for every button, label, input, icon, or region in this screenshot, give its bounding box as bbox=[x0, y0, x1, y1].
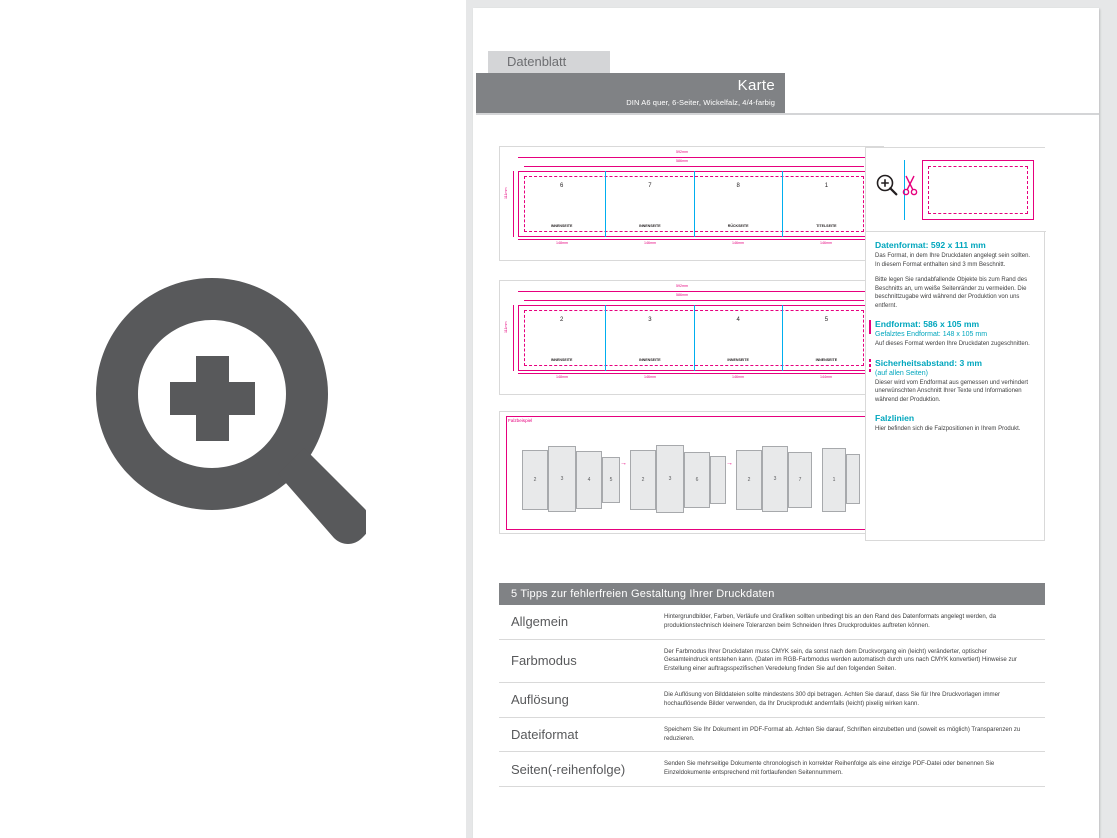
tips-row-text: Die Auflösung von Bilddateien sollte mindestens 300 dpi betragen. Achten Sie darauf, dass Sie für Ihre Druckvorlagen immer hochauflösende Bilder verwenden, da Ihr Druckprodukt andernfalls (leicht) pixelig wirken kann. bbox=[664, 683, 1045, 718]
info-heading: Datenformat: 592 x 111 mm bbox=[875, 240, 986, 250]
scissors-icon bbox=[902, 174, 918, 196]
panel bbox=[605, 305, 693, 371]
info-paragraph: Auf dieses Format werden Ihre Druckdaten zugeschnitten. bbox=[875, 341, 1030, 348]
title-band bbox=[476, 73, 785, 113]
panel-widths-bottom bbox=[518, 375, 870, 383]
panel bbox=[518, 171, 605, 237]
table-row bbox=[499, 717, 1045, 752]
info-heading: Falzlinien bbox=[875, 413, 915, 424]
fold-panel bbox=[846, 454, 860, 504]
panel-caption: INNENSEITE bbox=[815, 358, 838, 362]
tips-row-key: Seiten(-reihenfolge) bbox=[499, 752, 664, 787]
fold-panel: 2 bbox=[736, 450, 762, 510]
tips-row-text: Hintergrundbilder, Farben, Verläufe und Grafiken sollten unbedingt bis an den Rand des Datenformats angelegt werden, da produktionstechnisch kleinere Toleranzen beim Schneiden Ihres Druckproduktes auftreten können. bbox=[664, 605, 1045, 639]
table-row bbox=[499, 605, 1045, 639]
page-title: Karte bbox=[737, 77, 775, 94]
tips-row-key: Allgemein bbox=[499, 605, 664, 639]
dim-height-bottom: 111mm bbox=[504, 321, 508, 333]
panel-width: 146mm bbox=[644, 375, 656, 379]
info-text-body bbox=[875, 240, 1036, 443]
fold-panel: 4 bbox=[576, 451, 602, 509]
fold-panel: 3 bbox=[656, 445, 684, 513]
table-row bbox=[499, 683, 1045, 718]
panel-width: 146mm bbox=[732, 375, 744, 379]
panel-number: 8 bbox=[736, 183, 740, 189]
panel-caption: INNENSEITE bbox=[639, 358, 661, 362]
datasheet bbox=[473, 8, 1099, 838]
info-block-endformat bbox=[875, 319, 1036, 349]
fold-panel: 6 bbox=[684, 452, 710, 508]
panel-width: 146mm bbox=[820, 241, 832, 245]
info-heading: Sicherheitsabstand: 3 mm bbox=[875, 357, 982, 368]
panel-caption: RÜCKSEITE bbox=[727, 224, 749, 228]
dim-width-outer-bottom: 592mm bbox=[676, 284, 688, 288]
panel-caption: INNENSEITE bbox=[550, 224, 573, 228]
fold-panel: 7 bbox=[788, 452, 812, 508]
panel-caption: INNENSEITE bbox=[639, 224, 661, 228]
panel-width: 146mm bbox=[732, 241, 744, 245]
tab-datenblatt[interactable]: Datenblatt bbox=[488, 51, 610, 73]
info-block-sicherheitsabstand bbox=[875, 358, 1036, 405]
table-row bbox=[499, 639, 1045, 682]
panel-width: 146mm bbox=[644, 241, 656, 245]
panel bbox=[605, 171, 693, 237]
panel-caption: TITELSEITE bbox=[816, 224, 837, 228]
tips-row-key: Farbmodus bbox=[499, 639, 664, 682]
info-paragraph: Hier befinden sich die Falzpositionen in Ihrem Produkt. bbox=[875, 426, 1021, 433]
layout-diagram-top bbox=[499, 146, 884, 261]
info-thumbnail bbox=[866, 148, 1046, 232]
info-block-falzlinien bbox=[875, 413, 1036, 434]
magnifier-artwork bbox=[0, 0, 466, 838]
dim-width-outer-top: 592mm bbox=[676, 150, 688, 154]
fold-panel: 5 bbox=[602, 457, 620, 503]
fold-panel: 2 bbox=[630, 450, 656, 510]
header-divider bbox=[476, 113, 1099, 115]
info-subheading: Gefalztes Endformat: 148 x 105 mm bbox=[875, 331, 988, 339]
magnifier-plus-icon bbox=[96, 278, 366, 558]
panel-number: 1 bbox=[824, 183, 829, 189]
fold-panel: 2 bbox=[522, 450, 548, 510]
panel bbox=[782, 305, 870, 371]
info-subheading: (auf allen Seiten) bbox=[875, 369, 928, 377]
table-row bbox=[499, 752, 1045, 787]
fold-example-title: Falzbeispiel bbox=[508, 418, 533, 423]
panel-caption: INNENSEITE bbox=[550, 358, 573, 362]
info-paragraph: Bitte legen Sie randabfallende Objekte bis zum Rand des Beschnitts an, um weiße Seitenränder zu vermeiden. Die beschnittzugabe wird während der Produktion von uns entfernt. bbox=[875, 277, 1028, 309]
fold-panel: 3 bbox=[548, 446, 576, 512]
fold-arrow-icon: → bbox=[620, 460, 627, 467]
panel bbox=[694, 305, 782, 371]
info-panel bbox=[865, 147, 1045, 541]
panel-caption: INNENSEITE bbox=[727, 358, 749, 362]
panel bbox=[782, 171, 870, 237]
fold-arrow-icon: → bbox=[726, 460, 733, 467]
dim-height-top: 111mm bbox=[504, 187, 508, 199]
info-paragraph: Das Format, in dem Ihre Druckdaten angelegt sein sollten. In diesem Format enthalten sind 3 mm Beschnitt. bbox=[875, 253, 1031, 268]
tips-row-key: Dateiformat bbox=[499, 717, 664, 752]
panel-number: 5 bbox=[824, 317, 829, 323]
tips-row-key: Auflösung bbox=[499, 683, 664, 718]
fold-panel: 3 bbox=[762, 446, 788, 512]
mini-page-frame bbox=[922, 160, 1034, 220]
dim-width-inner-bottom: 586mm bbox=[676, 293, 688, 297]
fold-panel: 1 bbox=[822, 448, 846, 512]
dim-width-inner-top: 586mm bbox=[676, 159, 688, 163]
panel-width: 144mm bbox=[820, 375, 832, 379]
fold-panel bbox=[710, 456, 726, 504]
panel-width: 148mm bbox=[556, 241, 568, 245]
info-paragraph: Dieser wird vom Endformat aus gemessen und verhindert unerwünschten Anschnitt Ihrer Texte und Informationen während der Produktion. bbox=[875, 379, 1029, 403]
fold-example-diagram bbox=[499, 411, 884, 534]
tips-row-text: Der Farbmodus Ihrer Druckdaten muss CMYK sein, da sonst nach dem Druckvorgang ein (leicht) veränderter, optischer Gesamteindruck entstehen kann. (Daten im RGB-Farbmodus werden automatisch durch uns nach CMYK konvertiert) Hinweise zur Erstellung einer auftragsspezifischen Veredelung finden Sie auf den folgenden Seiten. bbox=[664, 639, 1045, 682]
tips-section bbox=[499, 583, 1045, 787]
page-subtitle: DIN A6 quer, 6-Seiter, Wickelfalz, 4/4-farbig bbox=[626, 98, 775, 107]
panel bbox=[694, 171, 782, 237]
tips-table bbox=[499, 605, 1045, 787]
panel-width: 148mm bbox=[556, 375, 568, 379]
info-block-datenformat bbox=[875, 240, 1036, 310]
panel-number: 3 bbox=[648, 317, 652, 323]
document-page-background bbox=[466, 0, 1117, 838]
panel-number: 2 bbox=[559, 317, 564, 323]
panel-number: 4 bbox=[736, 317, 740, 323]
tips-row-text: Senden Sie mehrseitige Dokumente chronologisch in korrekter Reihenfolge als eine einzige PDF-Datei oder benennen Sie Einzeldokumente entsprechend mit fortlaufenden Seitennummern. bbox=[664, 752, 1045, 787]
tips-title: 5 Tipps zur fehlerfreien Gestaltung Ihrer Druckdaten bbox=[499, 583, 1045, 605]
panel bbox=[518, 305, 605, 371]
panel-number: 6 bbox=[559, 183, 564, 189]
magnifier-plus-icon bbox=[876, 174, 898, 196]
layout-diagram-bottom bbox=[499, 280, 884, 395]
panel-grid-bottom bbox=[518, 305, 870, 371]
tips-row-text: Speichern Sie Ihr Dokument im PDF-Format ab. Achten Sie darauf, Schriften einzubetten und (soweit es möglich) Transparenzen zu reduzieren. bbox=[664, 717, 1045, 752]
info-heading: Endformat: 586 x 105 mm bbox=[875, 319, 980, 330]
panel-grid-top bbox=[518, 171, 870, 237]
panel-number: 7 bbox=[648, 183, 652, 189]
panel-widths-top bbox=[518, 241, 870, 249]
